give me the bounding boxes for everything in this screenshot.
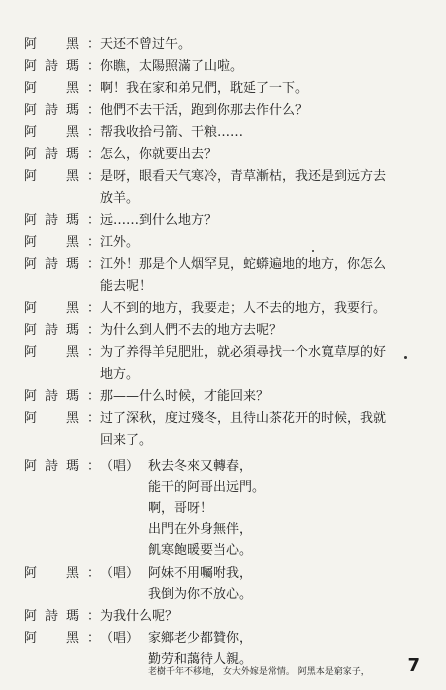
song-line — [0, 477, 446, 499]
ink-speck — [312, 250, 314, 252]
speaker-name: 阿詩瑪： — [24, 323, 100, 338]
dialogue-continuation — [0, 430, 446, 452]
speaker-name: 阿詩瑪： — [24, 389, 100, 404]
dialogue-text: 天还不曾过午。 — [100, 37, 192, 52]
dialogue-line — [0, 298, 446, 320]
dialogue-line — [0, 210, 446, 232]
song-line — [0, 540, 446, 562]
verse-text: 勤劳和藹待人親。 — [148, 652, 253, 667]
dialogue-text: 帮我收拾弓箭、干粮…… — [100, 125, 244, 140]
speaker-name: 阿 黑： — [24, 81, 100, 96]
sing-tag: （唱） — [100, 566, 140, 581]
verse-text: 我倒为你不放心。 — [148, 587, 253, 602]
speaker-name: 阿詩瑪： — [24, 147, 100, 162]
dialogue-text: 人不到的地方，我要走；人不去的地方，我要行。 — [100, 301, 387, 316]
dialogue-text: 啊！我在家和弟兄們，耽延了一下。 — [100, 81, 309, 96]
dialogue-text: 远……到什么地方？ — [100, 213, 218, 228]
dialogue-line — [0, 606, 446, 628]
speaker-name: 阿 黑： — [24, 169, 100, 184]
verse-text: 女大外嫁是常情。 — [222, 667, 295, 677]
dialogue-line — [0, 100, 446, 122]
verse-text: 出門在外身無伴， — [148, 522, 253, 537]
verse-tail — [148, 667, 370, 678]
dialogue-text: 放羊。 — [100, 191, 140, 206]
verse-text: 啊，哥呀！ — [148, 501, 214, 516]
speaker-name: 阿 黑： — [24, 411, 100, 426]
sing-tag: （唱） — [100, 459, 140, 474]
dialogue-text: 江外。 — [100, 235, 140, 250]
dialogue-line — [0, 342, 446, 364]
dialogue-text: 怎么，你就要出去？ — [100, 147, 218, 162]
dialogue-line — [0, 254, 446, 276]
song-line — [0, 563, 446, 585]
dialogue-text: 那——什么时候，才能回来？ — [100, 389, 270, 404]
speaker-name: 阿詩瑪： — [24, 459, 100, 474]
dialogue-line — [0, 56, 446, 78]
speaker-name: 阿 黑： — [24, 37, 100, 52]
song-line — [0, 498, 446, 520]
sing-tag: （唱） — [100, 631, 140, 646]
dialogue-text: 过了深秋，度过殘冬，且待山茶花开的时候，我就 — [100, 411, 387, 426]
dialogue-text: 江外！那是个人烟罕見，蛇蟒遍地的地方，你怎么 — [100, 257, 387, 272]
dialogue-text: 他們不去干活，跑到你那去作什么？ — [100, 103, 309, 118]
dialogue-text: 为什么到人們不去的地方去呢？ — [100, 323, 283, 338]
speaker-name: 阿 黑： — [24, 566, 100, 581]
speaker-name: 阿詩瑪： — [24, 257, 100, 272]
speaker-name: 阿 黑： — [24, 301, 100, 316]
speaker-name: 阿 黑： — [24, 125, 100, 140]
dialogue-continuation — [0, 364, 446, 386]
song-line — [0, 628, 446, 650]
verse-text: 飢寒飽暖要当心。 — [148, 543, 253, 558]
dialogue-text: 你瞧，太陽照滿了山啦。 — [100, 59, 244, 74]
dialogue-line — [0, 166, 446, 188]
verse-text: 阿黑本是窮家子， — [297, 667, 370, 677]
song-line — [0, 649, 446, 669]
dialogue-line — [0, 144, 446, 166]
dialogue-text: 能去呢！ — [100, 279, 153, 294]
verse-text: 能干的阿哥出远門。 — [148, 480, 266, 495]
dialogue-line — [0, 34, 446, 56]
page-number: 7 — [407, 655, 420, 676]
song-line — [0, 519, 446, 541]
verse-text: 家鄉老少都贊你， — [148, 631, 253, 646]
speaker-name: 阿 黑： — [24, 235, 100, 250]
dialogue-text: 为我什么呢？ — [100, 609, 179, 624]
speaker-name: 阿詩瑪： — [24, 59, 100, 74]
dialogue-line — [0, 78, 446, 100]
dialogue-line — [0, 408, 446, 430]
dialogue-text: 回来了。 — [100, 433, 153, 448]
speaker-name: 阿 黑： — [24, 631, 100, 646]
speaker-name: 阿詩瑪： — [24, 213, 100, 228]
dialogue-continuation — [0, 276, 446, 298]
dialogue-continuation — [0, 188, 446, 210]
speaker-name: 阿詩瑪： — [24, 609, 100, 624]
dialogue-text: 是呀，眼看天气寒冷，青草漸枯，我还是到远方去 — [100, 169, 387, 184]
dialogue-line — [0, 232, 446, 254]
song-line — [0, 584, 446, 606]
verse-text: 老樹千年不移地， — [148, 667, 221, 677]
dialogue-line — [0, 386, 446, 408]
speaker-name: 阿詩瑪： — [24, 103, 100, 118]
song-line — [0, 456, 446, 478]
speaker-name: 阿 黑： — [24, 345, 100, 360]
verse-text: 阿妹不用囑咐我， — [148, 566, 253, 581]
dialogue-line — [0, 122, 446, 144]
verse-text: 秋去冬來又轉春， — [148, 459, 253, 474]
dialogue-text: 地方。 — [100, 367, 140, 382]
ink-speck — [404, 356, 407, 359]
dialogue-line — [0, 320, 446, 342]
dialogue-text: 为了养得羊兒肥壯，就必須尋找一个水寬草厚的好 — [100, 345, 387, 360]
